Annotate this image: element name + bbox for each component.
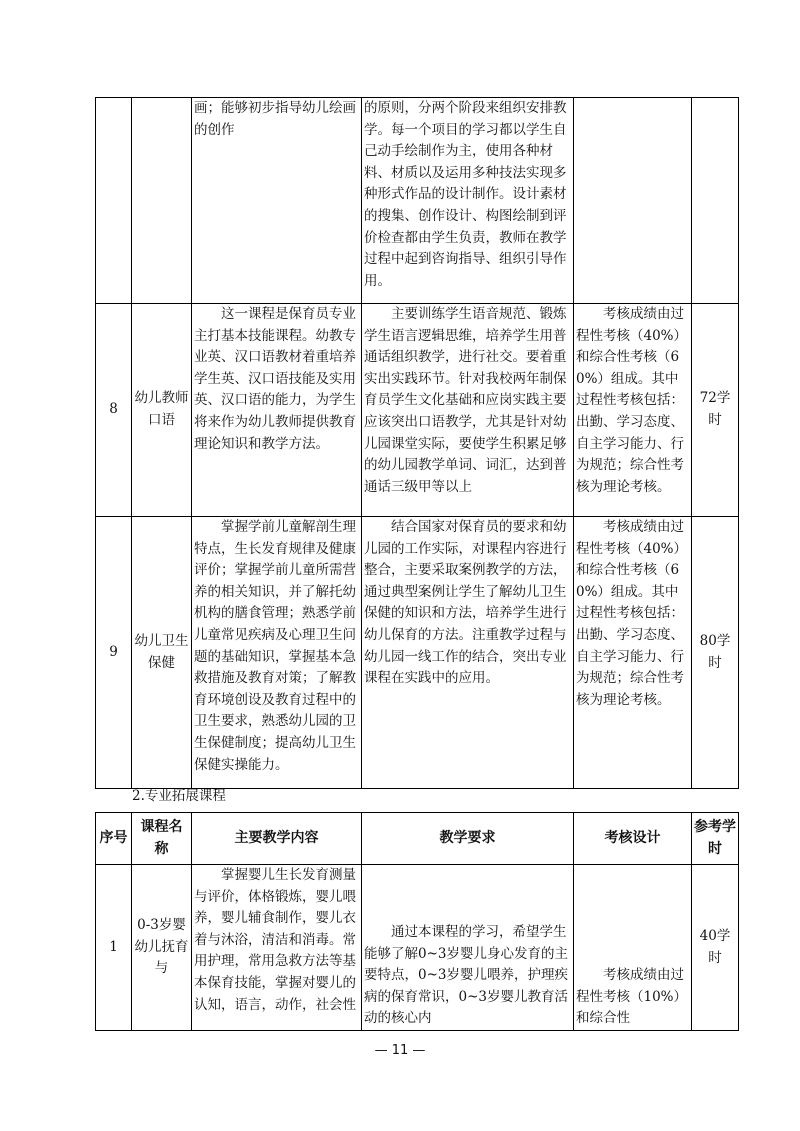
assessment-design: 考核成绩由过程性考核（10%）和综合性 (574, 865, 692, 1031)
assessment-design: 考核成绩由过程性考核（40%）和综合性考核（60%）组成。其中过程性考核包括：出勤、学习态度、自主学习能力、行为规范；综合性考核为理论考核。 (574, 517, 692, 789)
course-number (96, 98, 132, 304)
teaching-requirements: 结合国家对保育员的要求和幼儿园的工作实际，对课程内容进行整合，主要采取案例教学的方法，通过典型案例让学生了解幼儿卫生保健的知识和方法，培养学生进行幼儿保育的方法。注重教学过程与幼儿园一线工作的结合，突出专业课程在实践中的应用。 (362, 517, 574, 789)
course-content: 掌握学前儿童解剖生理特点，生长发育规律及健康评价；掌握学前儿童所需营养的相关知识，并了解托幼机构的膳食管理；熟悉学前儿童常见疾病及心理卫生问题的基础知识，掌握基本急救措施及教育对策；了解教育环境创设及教育过程中的卫生要求，熟悉幼儿园的卫生保健制度；提高幼儿卫生保健实操能力。 (192, 517, 362, 789)
header-number: 序号 (96, 813, 132, 865)
course-name (132, 98, 192, 304)
course-name: 0-3岁婴幼儿抚育与 (132, 865, 192, 1031)
extension-course-table (95, 812, 739, 1031)
header-assessment: 考核设计 (574, 813, 692, 865)
header-requirements: 教学要求 (362, 813, 574, 865)
course-hours (692, 98, 739, 304)
table-row (96, 98, 739, 304)
course-number: 1 (96, 865, 132, 1031)
section-heading: 2.专业拓展课程 (132, 788, 226, 804)
course-content: 画；能够初步指导幼儿绘画的创作 (192, 98, 362, 304)
page-number: — 11 — (374, 1043, 426, 1058)
course-content: 这一课程是保育员专业主打基本技能课程。幼教专业英、汉口语教材着重培养学生英、汉口语技能及实用英、汉口语的能力，为学生将来作为幼儿教师提供教育理论知识和教学方法。 (192, 304, 362, 517)
course-hours: 80学时 (692, 517, 739, 789)
table-row (96, 517, 739, 789)
table-header-row (96, 813, 739, 865)
teaching-requirements: 主要训练学生语音规范、锻炼学生语言逻辑思维，培养学生用普通话组织教学，进行社交。要着重实出实践环节。针对我校两年制保育员学生文化基础和应岗实践主要应该突出口语教学，尤其是针对幼儿园课堂实际，要使学生积累足够的幼儿园教学单词、词汇，达到普通话三级甲等以上 (362, 304, 574, 517)
course-hours: 72学时 (692, 304, 739, 517)
header-course-name: 课程名称 (132, 813, 192, 865)
table-row (96, 304, 739, 517)
course-table-continued (95, 97, 739, 789)
course-name: 幼儿卫生保健 (132, 517, 192, 789)
assessment-design (574, 98, 692, 304)
assessment-design: 考核成绩由过程性考核（40%）和综合性考核（60%）组成。其中过程性考核包括：出勤、学习态度、自主学习能力、行为规范；综合性考核为理论考核。 (574, 304, 692, 517)
course-content: 掌握婴儿生长发育测量与评价，体格锻炼，婴儿喂养，婴儿辅食制作，婴儿衣着与沐浴，清洁和消毒。常用护理，常用急救方法等基本保育技能，掌握对婴儿的认知，语言，动作，社会性 (192, 865, 362, 1031)
course-hours: 40学时 (692, 865, 739, 1031)
course-number: 8 (96, 304, 132, 517)
teaching-requirements: 通过本课程的学习，希望学生能够了解0~3岁婴儿身心发育的主要特点，0~3岁婴儿喂养，护理疾病的保育常识，0~3岁婴儿教育活动的核心内 (362, 865, 574, 1031)
course-name: 幼儿教师口语 (132, 304, 192, 517)
header-hours: 参考学时 (692, 813, 739, 865)
course-number: 9 (96, 517, 132, 789)
header-content: 主要教学内容 (192, 813, 362, 865)
table-row (96, 865, 739, 1031)
teaching-requirements: 的原则，分两个阶段来组织安排教学。每一个项目的学习都以学生自己动手绘制作为主，使用各种材料、材质以及运用多种技法实现多种形式作品的设计制作。设计素材的搜集、创作设计、构图绘制到评价检查都由学生负责，教师在教学过程中起到咨询指导、组织引导作用。 (362, 98, 574, 304)
